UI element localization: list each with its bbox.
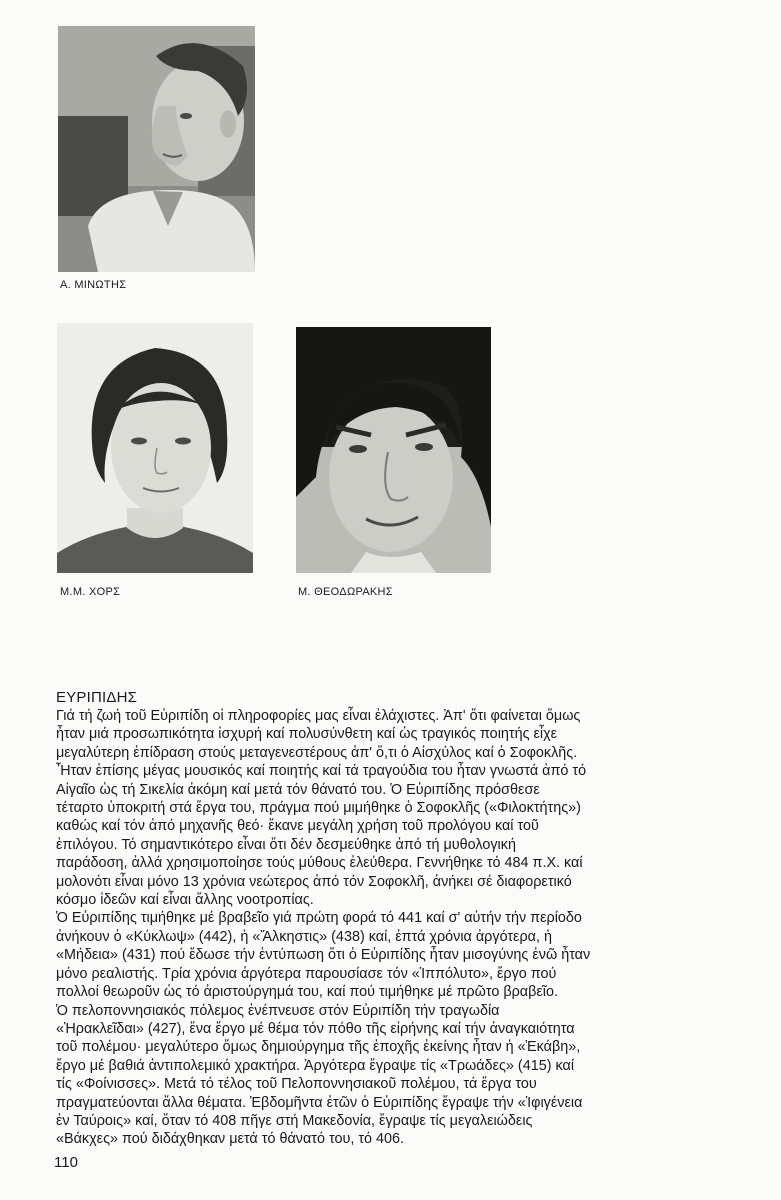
article-body: Γιά τή ζωή τοῦ Εὐριπίδη οἱ πληροφορίες μας εἶναι ἐλάχιστες. Ἀπ' ὅτι φαίνεται ὅμως ἦταν μιά προσωπικότητα ἰσχυρή καί πολυσύνθετη καί ὡς τραγικός ποιητής εἶχε μεγαλύτερη ἐπίδραση στούς μεταγενεστέρους ἀπ' ὅ,τι ὁ Αἰσχύλος καί ὁ Σοφοκλῆς. Ἦταν ἐπίσης μέγας μουσικός καί ποιητής καί τά τραγούδια του ἦταν γνωστά ἀπό τό Αἰγαῖο ὡς τή Σικελία ἀκόμη καί μετά τόν θάνατό του. Ὁ Εὐριπίδης πρόσθεσε τέταρτο ὑποκριτή στά ἔργα του, πράγμα πού μιμήθηκε ὁ Σοφοκλῆς («Φιλοκτήτης») καθώς καί τόν ἀπό μηχανῆς θεό· ἔκανε μεγάλη χρήση τοῦ προλόγου καί τοῦ ἐπιλόγου. Τό σημαντικότερο εἶναι ὅτι δέν δεσμεύθηκε ἀπό τή μυθολογική παράδοση, ἀλλά χρησιμοποίησε τούς μύθους ἐλεύθερα. Γεννήθηκε τό 484 π.Χ. καί μολονότι εἶναι μόνο 13 χρόνια νεώτερος ἀπό τόν Σοφοκλῆ, ἀνήκει σέ διαφορετικό κόσμο ἰδεῶν καί εἶναι ἄλλης νοοτροπίας. Ὁ Εὐριπίδης τιμήθηκε μέ βραβεῖο γιά πρώτη φορά τό 441 καί σ' αὐτήν τήν περίοδο ἀνήκουν ὁ «Κύκλωψ» (442), ἡ «Ἄλκηστις» (438) καί, ἑπτά χρόνια ἀργότερα, ἡ «Μήδεια» (431) πού ἔδωσε τήν ἐντύπωση ὅτι ὁ Εὐριπίδης ἦταν μισογύνης ἐνῶ ἦταν μόνο ρεαλιστής. Τρία χρόνια ἀργότερα παρουσίασε τόν «Ἱππόλυτο», ἔργο πού πολλοί θεωροῦν ὡς τό ἀριστούργημά του, καί πού τιμήθηκε μέ πρῶτο βραβεῖο. Ὁ πελοποννησιακός πόλεμος ἐνέπνευσε στόν Εὐριπίδη τήν τραγωδία «Ἡρακλεῖδαι» (427), ἕνα ἔργο μέ θέμα τόν πόθο τῆς εἰρήνης καί τήν ἀναγκαιότητα τοῦ πολέμου· μεγαλύτερο ὅμως δημιούργημα τῆς ἐποχῆς ἐκείνης ἦταν ἡ «Ἑκάβη», ἔργο μέ βαθιά ἀντιπολεμικό χρακτήρα. Ἀργότερα ἔγραψε τίς «Τρωάδες» (415) καί τίς «Φοίνισσες». Μετά τό τέλος τοῦ Πελοποννησιακοῦ πολέμου, τά ἔργα του πραγματεύονται ἄλλα θέματα. Ἑβδομῆντα ἐτῶν ὁ Εὐριπίδης ἔγραψε τήν «Ἰφιγένεια ἐν Ταύροις» καί, ὅταν τό 408 πῆγε στή Μακεδονία, ἔγραψε τίς μεγαλειώδεις «Βάκχες» πού διδάχθηκαν μετά τό θάνατό του, τό 406.	[56, 708, 591, 1148]
portrait-image-theodorakis	[296, 327, 491, 573]
caption-theodorakis: Μ. ΘΕΟΔΩΡΑΚΗΣ	[298, 586, 393, 598]
portrait-image-hors	[57, 323, 253, 573]
caption-hors: Μ.Μ. ΧΟΡΣ	[60, 586, 121, 598]
article	[56, 688, 736, 1149]
caption-minotis: Α. ΜΙΝΩΤΗΣ	[60, 279, 127, 291]
portrait-photo-theodorakis	[296, 327, 491, 573]
portrait-photo-minotis	[58, 26, 255, 272]
portrait-image-minotis	[58, 26, 255, 272]
portrait-photo-hors	[57, 323, 253, 573]
page-number: 110	[54, 1154, 78, 1171]
article-title: ΕΥΡΙΠΙΔΗΣ	[56, 689, 138, 706]
